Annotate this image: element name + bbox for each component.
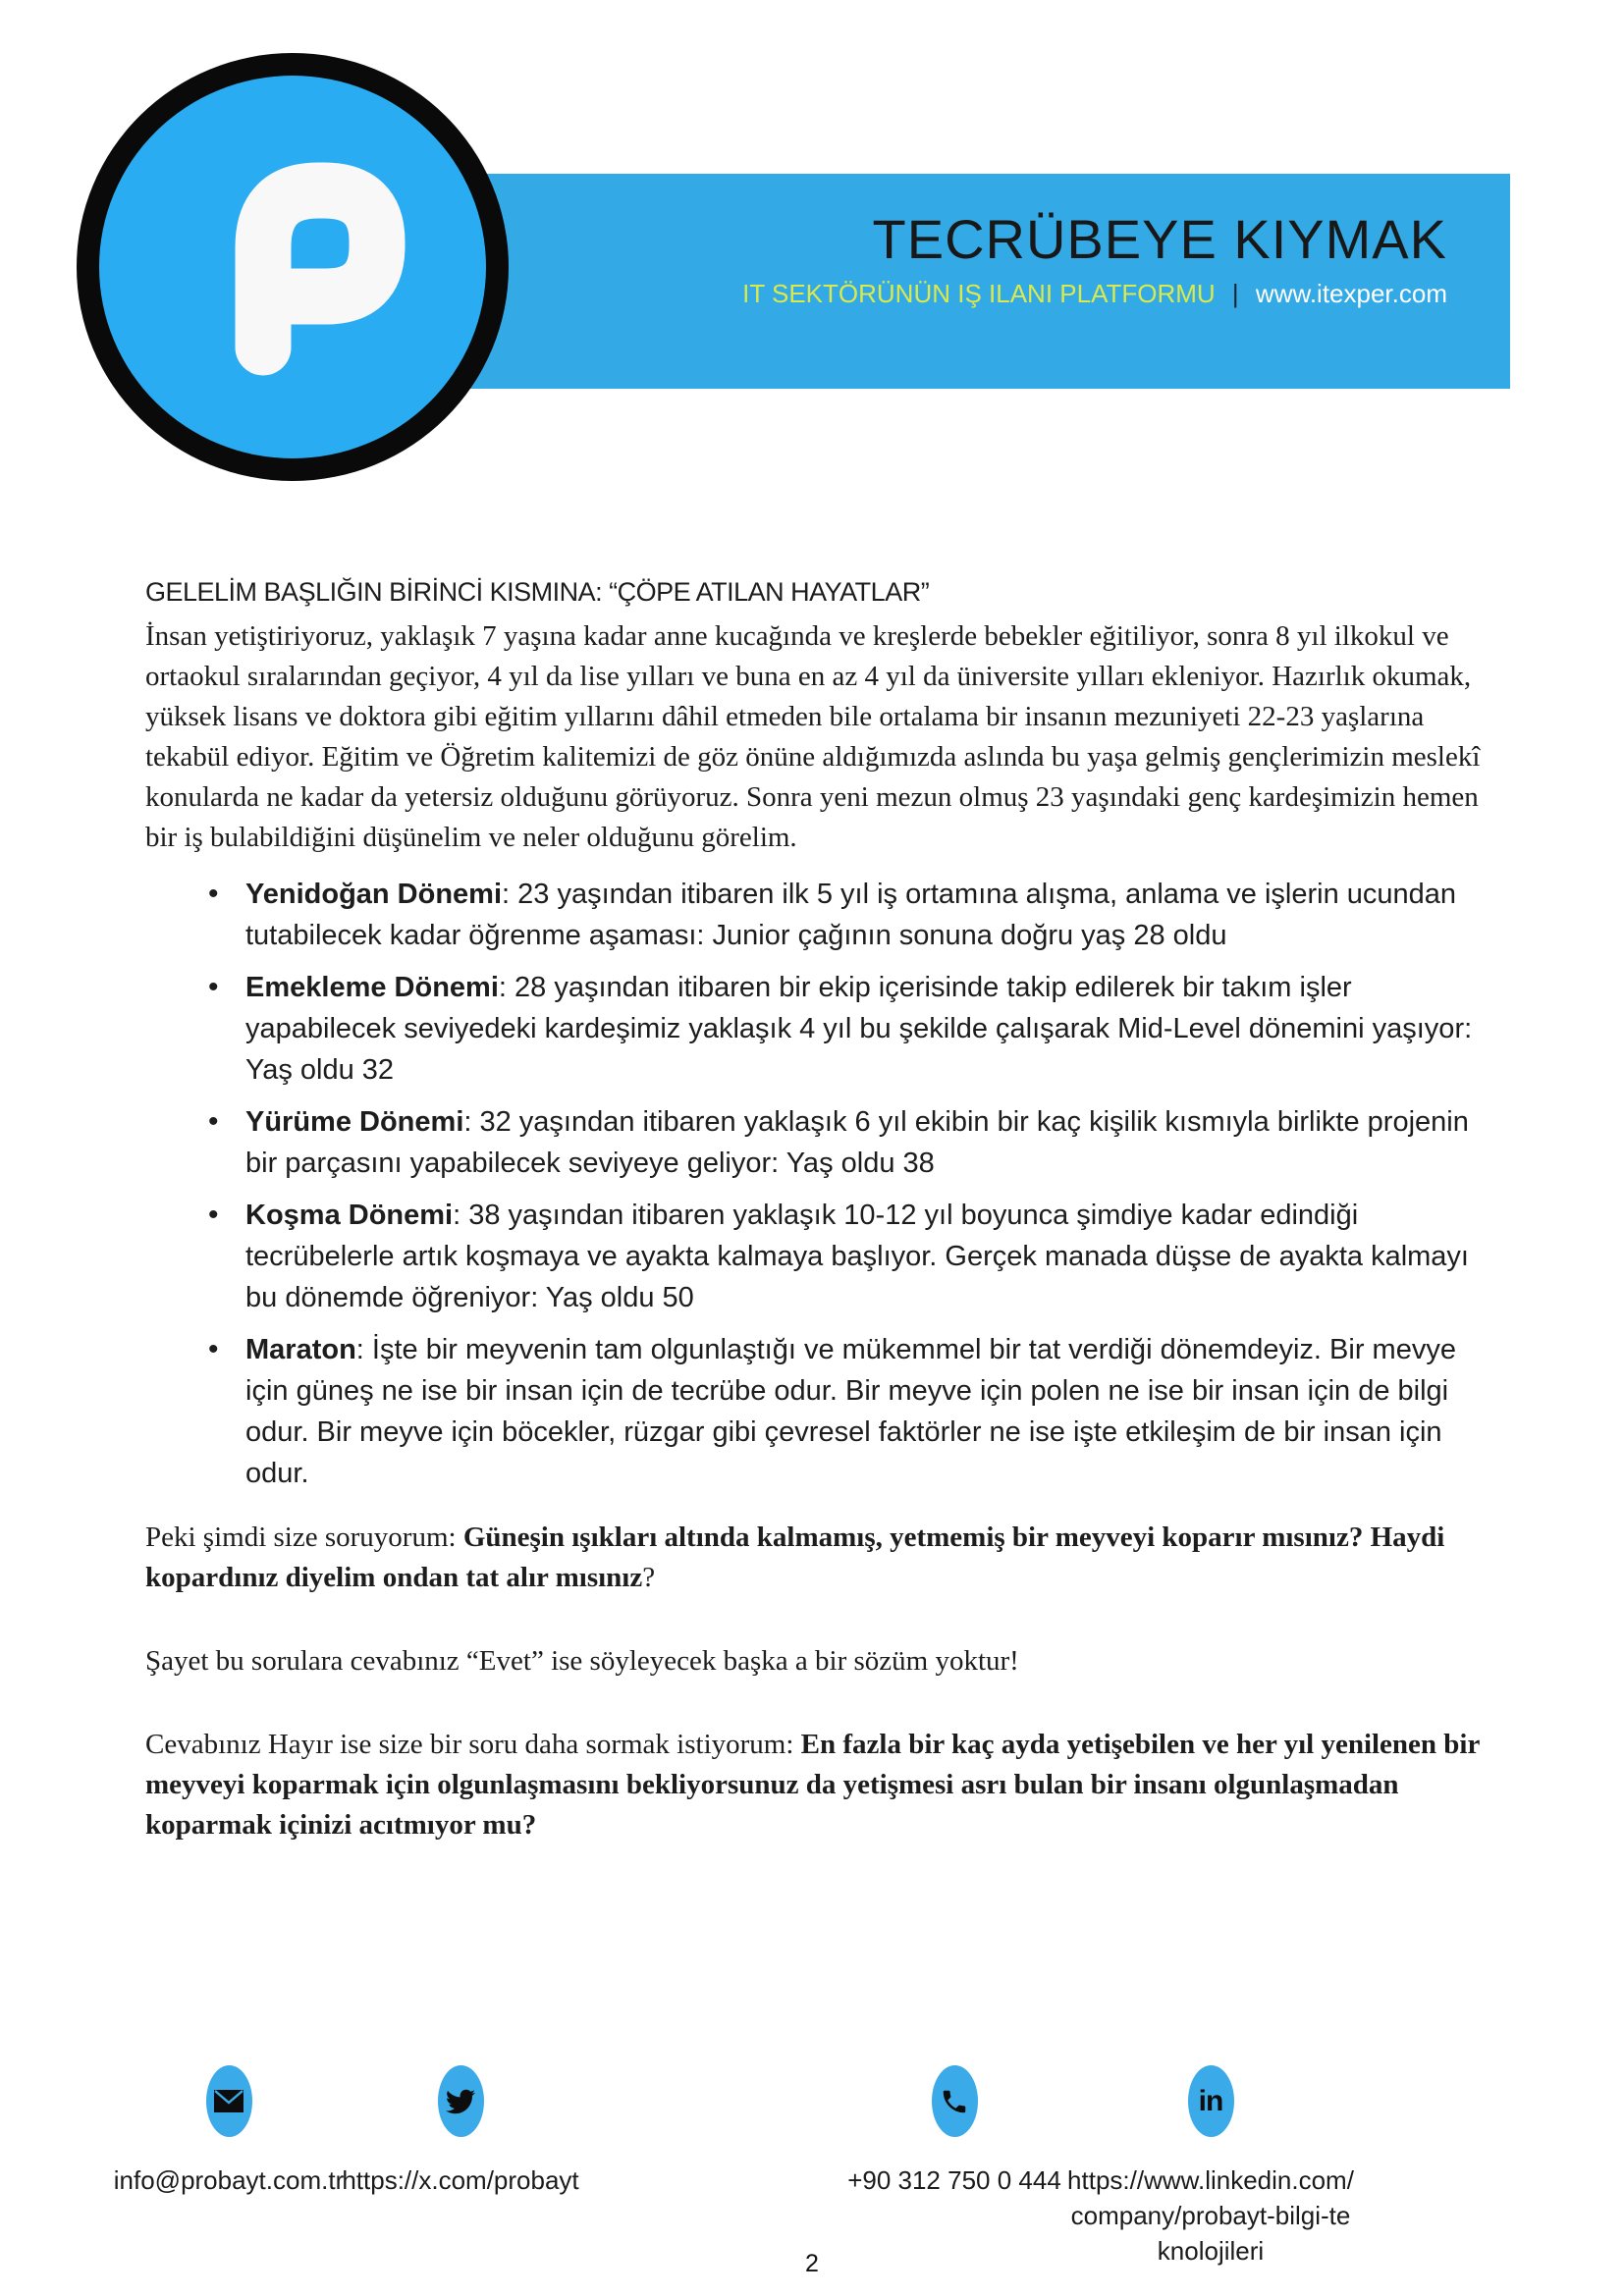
career-stages-list bbox=[145, 874, 1500, 1494]
stage-item-crawling bbox=[145, 967, 1500, 1091]
phone-label: +90 312 750 0 444 bbox=[847, 2165, 1061, 2195]
section-heading: GELELİM BAŞLIĞIN BİRİNCİ KISMINA: “ÇÖPE ATILAN HAYATLAR” bbox=[145, 577, 930, 607]
subtitle-platform-text: IT SEKTÖRÜNÜN IŞ ILANI PLATFORMU bbox=[742, 279, 1216, 308]
stage-item-walking bbox=[145, 1101, 1500, 1184]
question-bold: Güneşin ışıkları altında kalmamış, yetmemiş bir meyveyi koparır mısınız? Haydi kopardınız diyelim ondan tat alır mısınız bbox=[145, 1522, 1445, 1593]
intro-paragraph: İnsan yetiştiriyoruz, yaklaşık 7 yaşına kadar anne kucağında ve kreşlerde bebekler eğitiliyor, sonra 8 yıl ilkokul ve ortaokul sıralarından geçiyor, 4 yıl da lise yılları ve buna en az 4 yıl da üniversite yılları ekleniyor. Hazırlık okumak, yüksek lisans ve doktora gibi eğitim yıllarını dâhil etmeden bile ortalama bir insanın mezuniyeti 22-23 yaşlarına tekabül ediyor. Eğitim ve Öğretim kalitemizi de göz önüne aldığımızda aslında bu yaşa gelmiş gençlerimizin meslekî konularda ne kadar da yetersiz olduğunu görüyoruz. Sonra yeni mezun olmuş 23 yaşındaki genç kardeşimizin hemen bir iş bulabildiğini düşünelim ve neler olduğunu görelim. bbox=[145, 620, 1481, 853]
twitter-label: https://x.com/probayt bbox=[342, 2165, 579, 2195]
email-label: info@probayt.com.tr bbox=[113, 2165, 345, 2195]
question-tail: ? bbox=[642, 1562, 656, 1593]
evet-paragraph: Şayet bu sorulara cevabınız “Evet” ise söyleyecek başka a bir sözüm yoktur! bbox=[145, 1645, 1019, 1677]
subtitle-url: www.itexper.com bbox=[1255, 279, 1447, 308]
article-body bbox=[145, 577, 1500, 1845]
stage-term: Yenidoğan Dönemi bbox=[245, 879, 503, 910]
hayir-intro: Cevabınız Hayır ise size bir soru daha sormak istiyorum: bbox=[145, 1729, 801, 1760]
linkedin-label: https://www.linkedin.com/company/probayt-bilgi-teknolojileri bbox=[1067, 2165, 1354, 2266]
page-title: TECRÜBEYE KIYMAK bbox=[872, 208, 1447, 270]
stage-text: : 38 yaşından itibaren yaklaşık 10-12 yıl boyunca şimdiye kadar edindiği tecrübelerle artık koşmaya ve ayakta kalmaya başlıyor. Gerçek manada düşse de ayakta kalmayı bu dönemde öğreniyor: Yaş oldu 50 bbox=[245, 1200, 1469, 1313]
stage-term: Emekleme Dönemi bbox=[245, 972, 499, 1003]
stage-item-marathon bbox=[145, 1329, 1500, 1494]
hayir-bold: En fazla bir kaç ayda yetişebilen ve her yıl yenilenen bir meyveyi koparmak için olgunlaşmasını bekliyorsunuz da yetişmesi asrı bulan bir insanı olgunlaşmadan koparmak içinizi acıtmıyor mu? bbox=[145, 1729, 1480, 1841]
hayir-paragraph bbox=[145, 1725, 1500, 1845]
page-number: 2 bbox=[805, 2250, 819, 2277]
phone-icon bbox=[932, 2065, 978, 2137]
stage-text: : 28 yaşından itibaren bir ekip içerisinde takip edilerek bir takım işler yapabilecek seviyedeki kardeşimiz yaklaşık 4 yıl bu şekilde çalışarak Mid-Level dönemini yaşıyor: Yaş oldu 32 bbox=[245, 972, 1473, 1086]
question-intro: Peki şimdi size soruyorum: bbox=[145, 1522, 463, 1553]
stage-text: : 32 yaşından itibaren yaklaşık 6 yıl ekibin bir kaç kişilik kısmıyla birlikte projenin bir parçasını yapabilecek seviyeye geliyor: Yaş oldu 38 bbox=[245, 1106, 1469, 1179]
footer-contact-linkedin bbox=[1067, 2065, 1354, 2269]
question-paragraph bbox=[145, 1518, 1500, 1598]
stage-term: Koşma Dönemi bbox=[245, 1200, 454, 1231]
stage-term: Yürüme Dönemi bbox=[245, 1106, 464, 1138]
stage-item-running bbox=[145, 1195, 1500, 1318]
twitter-icon bbox=[438, 2065, 484, 2137]
footer-contact-twitter bbox=[294, 2065, 627, 2198]
probayt-logo bbox=[77, 53, 509, 481]
stage-text: : İşte bir meyvenin tam olgunlaştığı ve mükemmel bir tat verdiği dönemdeyiz. Bir mevye için güneş ne ise bir insan için de tecrübe odur. Bir meyve için polen ne ise bir insan için de bilgi odur. Bir meyve için böcekler, rüzgar gibi çevresel faktörler ne ise işte etkileşim de bir insan için odur. bbox=[245, 1334, 1456, 1489]
subtitle-separator: | bbox=[1231, 279, 1239, 308]
email-icon bbox=[206, 2065, 252, 2137]
stage-item-newborn bbox=[145, 874, 1500, 956]
logo-p-icon bbox=[77, 53, 509, 481]
stage-term: Maraton bbox=[245, 1334, 356, 1365]
linkedin-icon: in bbox=[1188, 2065, 1234, 2137]
stage-text: : 23 yaşından itibaren ilk 5 yıl iş ortamına alışma, anlama ve işlerin ucundan tutabilecek kadar öğrenme aşaması: Junior çağının sonuna doğru yaş 28 oldu bbox=[245, 879, 1457, 951]
